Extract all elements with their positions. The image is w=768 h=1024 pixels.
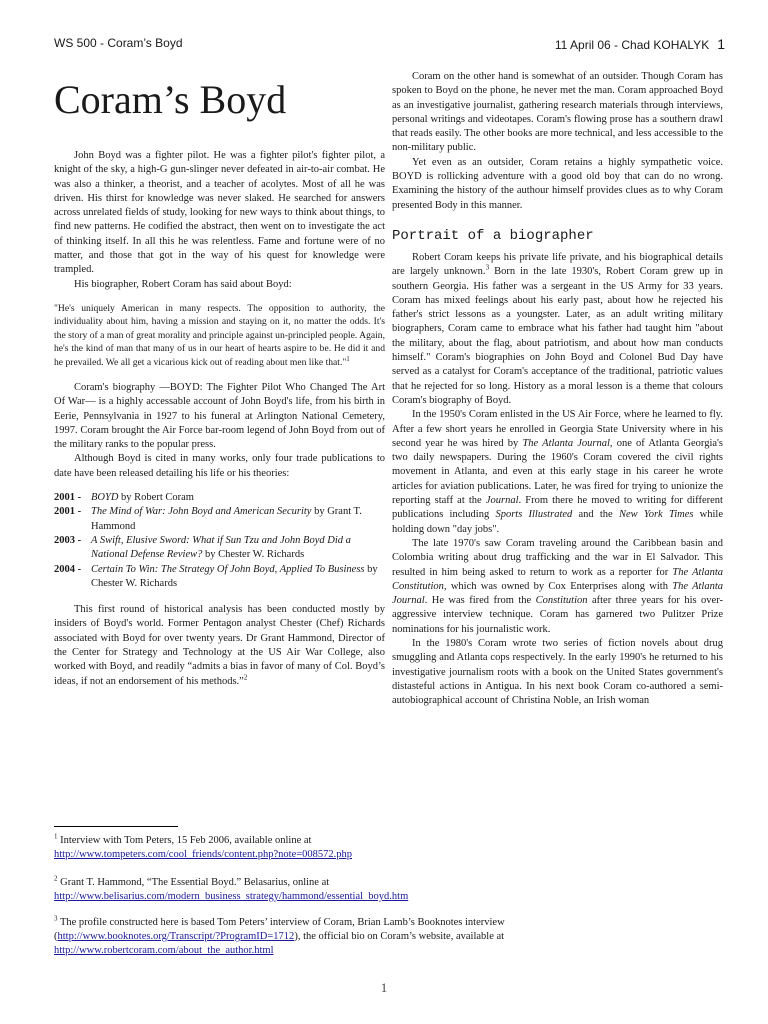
paragraph: Yet even as an outsider, Coram retains a highly sympathetic voice. BOYD is rollicking adventure with a good old boy that can do no wrong. Examining the history of the authour himself provides clues as to why Coram presented Body in this manner.	[392, 156, 723, 211]
bib-year: 2003 -	[54, 534, 82, 546]
paragraph: John Boyd was a fighter pilot. He was a fighter pilot's fighter pilot, a knight of the sky, a high-G gun-slinger never defeated in air-to-air combat. He was also a thinker, a theorist, and a teacher of acolytes. Most of all he was driven. His thirst for knowledge was never slaked. He searched for answers across unrelated fields of study, looking for new ways to think about things, to find new patterns. He codified the abstract, then went on to investigate the act of thinking itself. In all this he was relentless. Fame and fortune were of no matter, and those that got in the way of his quest for knowledge were trampled.	[54, 150, 385, 276]
footnote-link[interactable]: http://www.tompeters.com/cool_friends/content.php?note=008572.php	[54, 849, 353, 860]
publication-title: The Atlanta Journal	[392, 580, 723, 607]
footnote-number: 1	[54, 832, 58, 841]
publication-title: Journal	[485, 495, 519, 507]
footnote-1	[54, 834, 714, 862]
header-date-author-text: 11 April 06 - Chad KOHALYK	[554, 38, 710, 52]
bib-year: 2001 -	[54, 492, 82, 504]
footnote-link[interactable]: http://www.robertcoram.com/about_the_author.html	[54, 945, 274, 956]
bib-author: by Chester W. Richards	[91, 563, 378, 589]
publication-title: The Atlanta Journal	[522, 437, 610, 449]
right-column	[392, 70, 723, 708]
bib-title: Certain To Win: The Strategy Of John Boyd, Applied To Business	[91, 563, 365, 575]
bib-author: by Grant T. Hammond	[91, 506, 362, 532]
footnote-number: 2	[54, 874, 58, 883]
page-title: Coram’s Boyd	[54, 77, 287, 122]
publication-title: The Atlanta Constitution	[392, 566, 723, 592]
paragraph-text: The late 1970's saw Coram traveling around the Caribbean basin and Colombia writing about drug trafficking and the war in El Salvador. This resulted in him being asked to return to work as a reporter for	[392, 537, 723, 578]
paragraph-text: after three years for his over-aggressive interview technique. Coram has garnered two Pulitzer Prize nominations for his journalistic work.	[392, 595, 723, 635]
paragraph	[392, 251, 723, 408]
publication-title: Sports Illustrated	[495, 509, 573, 521]
bib-year: 2004 -	[54, 563, 82, 575]
left-column	[54, 70, 385, 689]
block-quote	[54, 302, 385, 369]
bib-title: The Mind of War: John Boyd and American Security	[91, 506, 312, 518]
footnote-2	[54, 876, 714, 904]
header-page-number: 1	[717, 36, 725, 52]
bib-entry	[91, 563, 385, 592]
bib-author: by Robert Coram	[118, 492, 194, 504]
paragraph: Coram's biography —BOYD: The Fighter Pilot Who Changed The Art Of War— is a highly accessable account of John Boyd's life, from his birth in Eerie, Pennsylvania in 1927 to his funeral at Arlington National Cemetery, 1997. Coram brought the Air Force bar-room legend of John Boyd from out of the military ranks to the popular press.	[54, 382, 385, 451]
paragraph: Although Boyd is cited in many works, only four trade publications to date have been released detailing his life or his theories:	[54, 453, 385, 479]
footnote-text: Grant T. Hammond, “The Essential Boyd.” Belasarius, online at	[60, 877, 330, 888]
paragraph-text: . He was fired from the	[424, 595, 536, 607]
paragraph	[54, 603, 385, 689]
footnote-separator	[54, 826, 178, 827]
paragraph: In the 1980's Coram wrote two series of fiction novels about drug smuggling and Atlanta cops respectively. In the early 1990's he returned to his investigative journalism roots with a book on the United States government's distasteful actions in Antigua. In his next book Coram co-authored a semi-autobiographical account of Christina Noble, an Irish woman	[392, 637, 723, 707]
paragraph-text: . From there he moved to writing for different publications including	[392, 495, 723, 521]
header-course-title: WS 500 - Coram’s Boyd	[54, 36, 183, 50]
header-date-author	[555, 36, 725, 52]
bib-entry	[91, 491, 385, 505]
footnote-ref: 1	[346, 354, 350, 363]
paragraph-text: This first round of historical analysis has been conducted mostly by insiders of Boyd's world. Former Pentagon analyst Chester (Chef) Richards associated with Boyd for over twenty years. Dr Grant Hammond, Director of the Center for Strategy and Technology at the US Air War College, also worked with Boyd, and readily “admits a bias in favor of many of Col. Boyd’s ideas, if not an endorsement of his methods.”	[54, 604, 385, 687]
paragraph	[392, 537, 723, 637]
paragraph	[392, 408, 723, 537]
paragraph: Coram on the other hand is somewhat of an outsider. Though Coram has spoken to Boyd on the phone, he never met the man. Coram approached Boyd as an investigative journalist, gathering research materials through interviews, personal writings and videotapes. Coram's flowing prose has a southern drawl that reads easily. The other books are more technical, and less accessible to the non-military public.	[392, 71, 723, 154]
paragraph-text: , which was owned by Cox Enterprises along with	[443, 580, 673, 592]
bibliography-item	[54, 491, 385, 505]
bibliography-item	[54, 505, 385, 534]
paragraph-text: while holding down "day jobs".	[392, 509, 724, 535]
bibliography-item	[54, 534, 385, 563]
footnote-ref: 2	[243, 673, 248, 682]
paragraph-text: In the 1950's Coram enlisted in the US Air Force, where he learned to fly. After a few short years he enrolled in Georgia State University where in his second year he was hired by	[392, 409, 723, 449]
bibliography-list	[54, 491, 385, 591]
quote-text: "He's uniquely American in many respects. The opposition to authority, the individuality about him, having a mission and staying on it, no matter the odds. It's the story of a man of great morality and principle against un-principled people. Again, he's the kind of man that many of us in our heart of hearts aspire to be. He did it and he prevailed. We all get a vicarious kick out of reading about men like that."	[54, 302, 385, 368]
paragraph: His biographer, Robert Coram has said about Boyd:	[74, 278, 292, 290]
footnote-link[interactable]: http://www.booknotes.org/Transcript/?ProgramID=1712	[57, 931, 295, 942]
paragraph-text: Robert Coram keeps his private life private, and his biographical details are largely unknown.	[392, 251, 723, 278]
footnote-number: 3	[54, 914, 58, 923]
bib-entry	[91, 534, 385, 563]
bib-title: A Swift, Elusive Sword: What if Sun Tzu and John Boyd Did a National Defense Review?	[91, 534, 351, 561]
bib-year: 2001 -	[54, 506, 82, 518]
footnote-3: $^3$ The profile constructed here is based Tom Peters’ interview of Coram, Brian Lamb’s Booknotes interview (http://www.booknotes.org/Transcript/?ProgramID=1712), the official bio on Coram’s website, available at http://www.robertcoram.com/about_the_author.html	[54, 914, 505, 956]
page-footer-number: 1	[380, 980, 388, 995]
bib-entry	[91, 505, 385, 534]
paragraph-text: Born in the late 1930's, Robert Coram grew up in southern Georgia. His father was a sergeant in the US Army for 33 years. Coram has mixed feelings about his early past, about how he rejected his father's strict lessons as a youngster. Later, as an adult writing military biographers, Coram came to embrace what his father had taught him "about the military, about the flag, about patriotism, and about how man conducts himself." Coram's biographies on John Boyd and Colonel Bud Day have served as a catalyst for Coram's acceptance of the traditional, patriotic values that he rejected for so long. History as a moral lesson is a theme that colours Coram's biography of Boyd.	[392, 266, 723, 406]
paragraph-text: , one of Atlanta Georgia's two daily newspapers. During the 1960's Coram covered the civil rights movement in Atlanta, and even at this early stage in his career he wrote articles for aviation publications. Later, he was fired for trying to unionize the reporting staff at the	[392, 437, 724, 507]
bibliography-item	[54, 563, 385, 592]
bib-author: by Chester W. Richards	[202, 549, 305, 561]
footnote-ref: 3	[485, 263, 490, 272]
publication-title: Constitution	[535, 595, 588, 607]
footnote-text: , the official bio on Coram’s website, available at	[297, 931, 505, 942]
footnote-link[interactable]: http://www.belisarius.com/modern_business_strategy/hammond/essential_boyd.htm	[54, 891, 409, 902]
footnote-text: The profile constructed here is based Tom Peters’ interview of Coram, Brian Lamb’s Booknotes interview	[59, 917, 505, 928]
section-heading: Portrait of a biographer	[392, 227, 594, 244]
paragraph-text: and the	[572, 509, 619, 521]
footnote-text: Interview with Tom Peters, 15 Feb 2006, available online at	[60, 835, 312, 846]
publication-title: New York Times	[618, 509, 694, 521]
bib-title: BOYD	[91, 492, 119, 504]
